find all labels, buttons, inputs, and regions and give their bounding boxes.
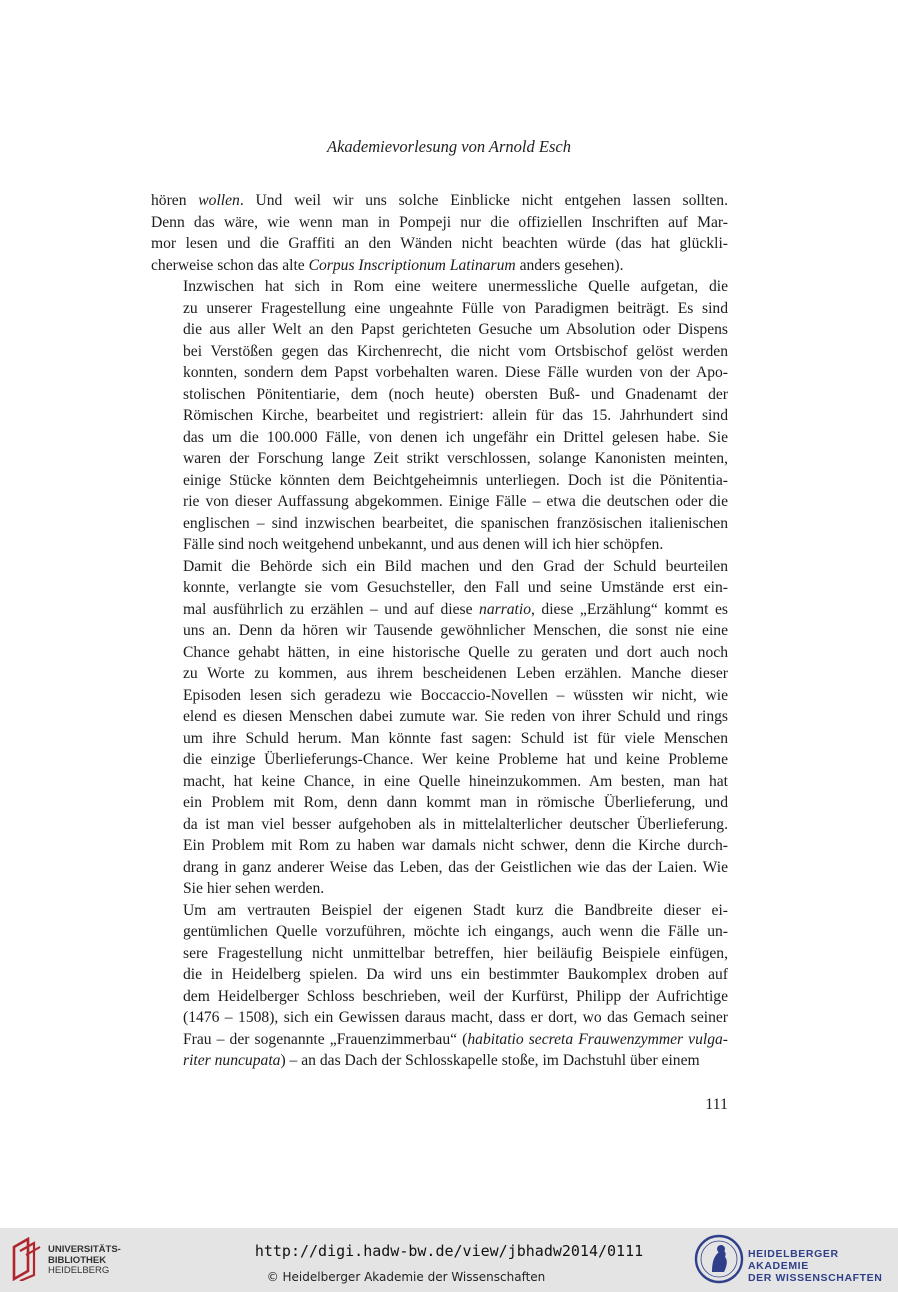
academy-name — [748, 1248, 894, 1284]
text-line: dem Heidelberger Schloss beschrieben, weil der Kurfürst, Philipp der Aufrichtige — [183, 987, 728, 1005]
text-line: zu unserer Fragestellung eine ungeahnte Fülle von Paradigmen beiträgt. Es sind — [183, 299, 728, 317]
text-line: bei Verstößen gegen das Kirchenrecht, die nicht vom Ortsbischof gelöst werden — [183, 342, 728, 360]
text-line: stolischen Pönitentiarie, dem (noch heute) obersten Buß- und Gnadenamt der — [183, 385, 728, 403]
text-line: die aus aller Welt an den Papst gerichteten Gesuche um Absolution oder Dispens — [183, 321, 728, 338]
text-line: uns an. Denn da hören wir Tausende gewöhnlicher Menschen, die sonst nie eine — [183, 622, 728, 639]
text-line: Damit die Behörde sich ein Bild machen und den Grad der Schuld beurteilen — [183, 557, 728, 575]
text-line: um ihre Schuld herum. Man könnte fast sagen: Schuld ist für viele Menschen — [183, 729, 728, 747]
text-line: zu Worte zu kommen, aus ihrem bescheidenen Leben erzählen. Manche dieser — [183, 665, 728, 682]
text-line: mor lesen und die Graffiti an den Wänden nicht beachten würde (das hat glückli- — [151, 235, 728, 252]
text-line: da ist man viel besser aufgehoben als in mittelalterlicher deutscher Überlieferung. — [183, 815, 728, 833]
text-line: sere Fragestellung nicht unmittelbar betreffen, hier beiläufig Beispiele einfügen, — [183, 944, 728, 962]
academy-name-line: DER WISSENSCHAFTEN — [748, 1272, 883, 1284]
text-line: rie von dieser Auffassung abgekommen. Einige Fälle – etwa die deutschen oder die — [183, 493, 728, 510]
paragraph — [151, 556, 728, 900]
text-line: Episoden lesen sich geradezu wie Boccaccio-Novellen – wüssten wir nicht, wie — [183, 686, 728, 704]
italic-phrase: narratio — [479, 600, 532, 618]
paragraph — [151, 900, 728, 1072]
text-line: Fälle sind noch weitgehend unbekannt, und aus denen will ich hier schöpfen. — [183, 536, 664, 553]
text-line: konnten, sondern dem Papst vorbehalten waren. Diese Fälle wurden von der Apo- — [183, 364, 728, 381]
text-line: macht, hat keine Chance, in eine Quelle hineinzukommen. Am besten, man hat — [183, 772, 728, 790]
text-line: hören wollen. Und weil wir uns solche Einblicke nicht entgehen lassen sollten. — [151, 192, 728, 209]
text-line: elend es diesen Menschen dabei zumute war. Sie reden von ihrer Schuld und rings — [183, 708, 728, 725]
text-line: riter nuncupata) – an das Dach der Schlosskapelle stoße, im Dachstuhl über einem — [183, 1052, 700, 1069]
body-text — [151, 190, 728, 1072]
paragraph — [151, 190, 728, 276]
text-line: Denn das wäre, wie wenn man in Pompeji nur die offiziellen Inschriften auf Mar- — [151, 213, 728, 231]
text-line: ein Problem mit Rom, denn dann kommt man in römische Überlieferung, und — [183, 794, 728, 811]
text-line: cherweise schon das alte Corpus Inscriptionum Latinarum anders gesehen). — [151, 256, 624, 274]
text-line: Sie hier sehen werden. — [183, 880, 325, 897]
text-line: das um die 100.000 Fälle, von denen ich ungefähr ein Drittel gelesen habe. Sie — [183, 428, 728, 446]
paragraph — [151, 276, 728, 556]
library-name-line: UNIVERSITÄTS- — [48, 1244, 121, 1255]
text-line: konnte, verlangte sie vom Gesuchsteller, den Fall und seine Umstände erst ein- — [183, 579, 728, 596]
text-line: Chance gehabt hätten, in eine historische Quelle zu geraten und dort auch noch — [183, 643, 728, 661]
text-line: mal ausführlich zu erzählen – und auf diese narratio, diese „Erzählung“ kommt es — [183, 600, 728, 618]
text-line: die in Heidelberg spielen. Da wird uns ein bestimmter Baukomplex droben auf — [183, 966, 728, 983]
text-line: Römischen Kirche, bearbeitet und registriert: allein für das 15. Jahrhundert sind — [183, 407, 728, 424]
text-line: die einzige Überlieferungs-Chance. Wer keine Probleme hat und keine Probleme — [183, 751, 728, 768]
text-line: gentümlichen Quelle vorzuführen, möchte ich eingangs, auch wenn die Fälle un- — [183, 923, 728, 940]
library-name-line: BIBLIOTHEK — [48, 1254, 107, 1266]
footer-bar — [0, 1228, 898, 1292]
page-number: 111 — [705, 1096, 728, 1113]
text-line: (1476 – 1508), sich ein Gewissen daraus macht, dass er dort, wo das Gemach seiner — [183, 1009, 728, 1026]
text-line: drang in ganz anderer Weise das Leben, das der Geistlichen wie das der Laien. Wie — [183, 858, 728, 876]
italic-phrase: Corpus Inscriptionum Latinarum — [308, 256, 516, 274]
running-head: Akademievorlesung von Arnold Esch — [327, 137, 571, 156]
copyright-notice: © Heidelberger Akademie der Wissenschaften — [266, 1270, 546, 1284]
italic-phrase: riter nuncupata — [183, 1052, 281, 1069]
academy-name-line: HEIDELBERGER AKADEMIE — [748, 1248, 839, 1272]
library-name-line: HEIDELBERG — [48, 1265, 110, 1276]
text-line: englischen – sind inzwischen bearbeitet, die spanischen französischen italienischen — [183, 514, 728, 532]
text-line: waren der Forschung lange Zeit strikt verschlossen, solange Kanonisten meinten, — [183, 450, 728, 467]
text-line: Inzwischen hat sich in Rom eine weitere unermessliche Quelle aufgetan, die — [183, 278, 728, 295]
text-line: Frau – der sogenannte „Frauenzimmerbau“ (habitatio secreta Frauwenzymmer vulga- — [183, 1030, 729, 1048]
text-line: Um am vertrauten Beispiel der eigenen Stadt kurz die Bandbreite dieser ei- — [183, 901, 728, 919]
academy-seal-icon — [694, 1234, 744, 1284]
academy-logo — [694, 1234, 894, 1286]
italic-phrase: habitatio secreta Frauwenzymmer vulga- — [467, 1030, 729, 1048]
permalink-url[interactable]: http://digi.hadw-bw.de/view/jbhadw2014/0111 — [254, 1242, 644, 1260]
italic-phrase: wollen — [198, 192, 240, 209]
text-line: Ein Problem mit Rom zu haben war damals nicht schwer, denn die Kirche durch- — [183, 837, 728, 854]
text-line: einige Stücke könnten dem Beichtgeheimnis unterliegen. Doch ist die Pönitentia- — [183, 471, 728, 489]
